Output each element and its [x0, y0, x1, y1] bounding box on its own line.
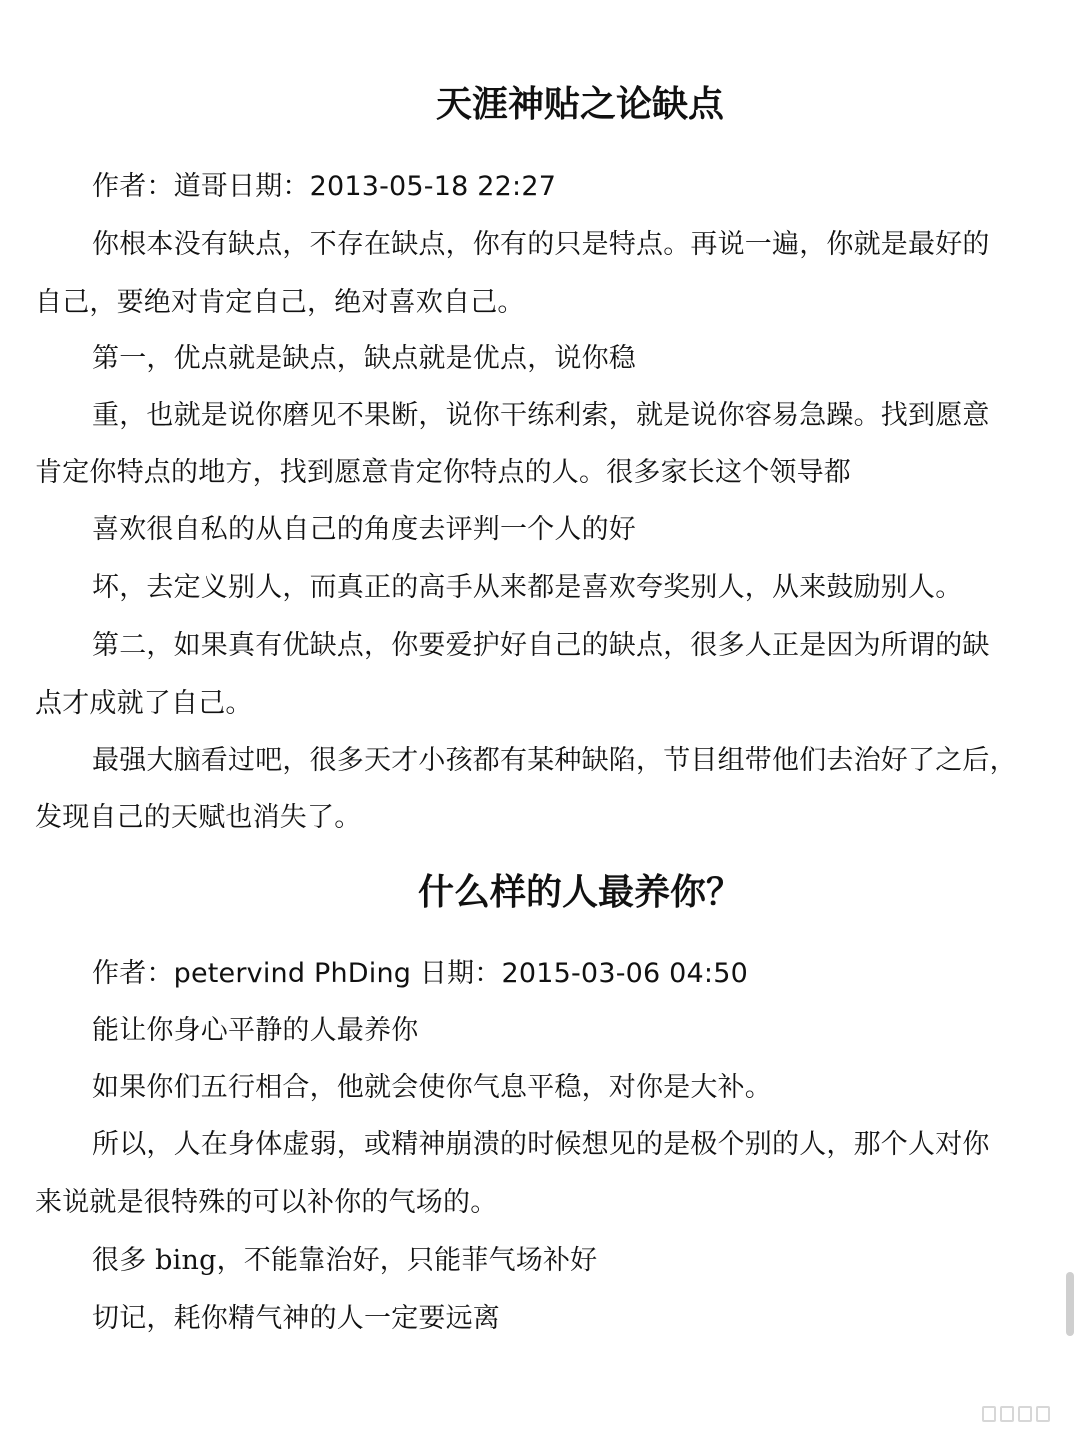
- article-1-line: 点才成就了自己。: [35, 688, 253, 719]
- article-2-meta: 作者：petervind PhDing 日期：2015-03-06 04:50: [92, 958, 748, 989]
- article-2-line: 切记，耗你精气神的人一定要远离: [92, 1303, 500, 1334]
- article-1-line: 喜欢很自私的从自己的角度去评判一个人的好: [92, 514, 636, 545]
- watermark-glyph-icon: [1018, 1406, 1032, 1422]
- article-2-line: 很多 bing，不能靠治好，只能菲气场补好: [92, 1245, 598, 1276]
- article-1-line: 坏，去定义别人，而真正的高手从来都是喜欢夸奖别人，从来鼓励别人。: [92, 572, 963, 603]
- watermark-glyph-icon: [1036, 1406, 1050, 1422]
- article-1-line: 第二，如果真有优缺点，你要爱护好自己的缺点，很多人正是因为所谓的缺: [92, 630, 990, 661]
- watermark-icon: [982, 1406, 1050, 1422]
- article-1-line: 发现自己的天赋也消失了。: [35, 802, 362, 833]
- article-2-title: 什么样的人最养你？: [417, 871, 742, 913]
- article-1-line: 最强大脑看过吧，很多天才小孩都有某种缺陷，节目组带他们去治好了之后，: [92, 745, 1017, 776]
- article-2-line: 所以，人在身体虚弱，或精神崩溃的时候想见的是极个别的人，那个人对你: [92, 1129, 990, 1160]
- watermark-glyph-icon: [1000, 1406, 1014, 1422]
- article-1-line: 第一，优点就是缺点，缺点就是优点，说你稳: [92, 343, 636, 374]
- article-2-line: 如果你们五行相合，他就会使你气息平稳，对你是大补。: [92, 1072, 772, 1103]
- scrollbar-thumb[interactable]: [1066, 1272, 1074, 1336]
- article-2-line: 能让你身心平静的人最养你: [92, 1015, 419, 1046]
- article-1-line: 自己，要绝对肯定自己，绝对喜欢自己。: [35, 287, 525, 318]
- article-1-line: 重，也就是说你磨见不果断，说你干练利索，就是说你容易急躁。找到愿意: [92, 400, 990, 431]
- article-1-meta: 作者：道哥日期：2013-05-18 22:27: [92, 171, 557, 202]
- article-1-title: 天涯神贴之论缺点: [435, 83, 724, 125]
- article-1-line: 肯定你特点的地方，找到愿意肯定你特点的人。很多家长这个领导都: [35, 457, 851, 488]
- article-2-line: 来说就是很特殊的可以补你的气场的。: [35, 1187, 498, 1218]
- watermark-glyph-icon: [982, 1406, 996, 1422]
- article-1-line: 你根本没有缺点，不存在缺点，你有的只是特点。再说一遍，你就是最好的: [92, 229, 990, 260]
